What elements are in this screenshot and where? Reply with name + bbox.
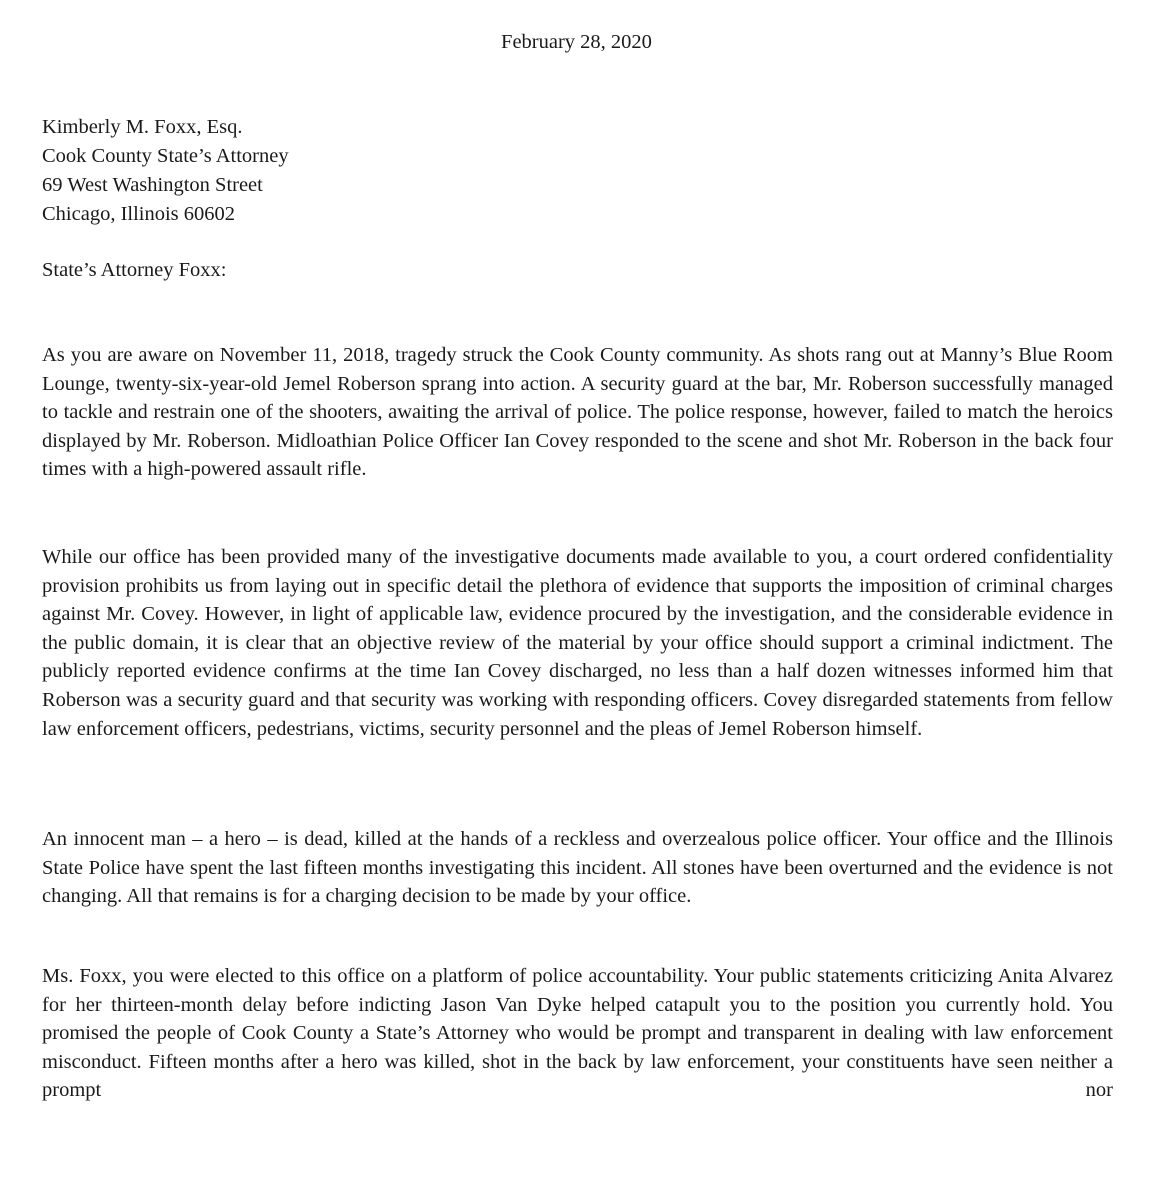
body-paragraph-1: As you are aware on November 11, 2018, tragedy struck the Cook County community. As shots rang out at Manny’s Blue Room Lounge, twenty-six-year-old Jemel Roberson sprang into action. A security guard at the bar, Mr. Roberson successfully managed to tackle and restrain one of the shooters, awaiting the arrival of police. The police response, however, failed to match the heroics displayed by Mr. Roberson. Midloathian Police Officer Ian Covey responded to the scene and shot Mr. Roberson in the back four times with a high-powered assault rifle.: [42, 344, 1113, 481]
body-paragraph-3: An innocent man – a hero – is dead, killed at the hands of a reckless and overzealous police officer. Your office and the Illinois State Police have spent the last fifteen months investigating this incident. All stones have been overturned and the evidence is not changing. All that remains is for a charging decision to be made by your office.: [42, 828, 1113, 908]
recipient-name: Kimberly M. Foxx, Esq.: [42, 116, 243, 138]
body-paragraph-4: Ms. Foxx, you were elected to this office on a platform of police accountability. Your public statements criticizing Anita Alvarez for her thirteen-month delay before indicting Jason Van Dyke helped catapult you to the position you currently hold. You promised the people of Cook County a State’s Attorney who would be prompt and transparent in dealing with law enforcement misconduct. Fifteen months after a hero was killed, shot in the back by law enforcement, your constituents have seen neither a prompt nor: [42, 965, 1113, 1102]
body-paragraph-2: While our office has been provided many of the investigative documents made available to you, a court ordered confidentiality provision prohibits us from laying out in specific detail the plethora of evidence that supports the imposition of criminal charges against Mr. Covey. However, in light of applicable law, evidence procured by the investigation, and the considerable evidence in the public domain, it is clear that an objective review of the material by your office should support a criminal indictment. The publicly reported evidence confirms at the time Ian Covey discharged, no less than a half dozen witnesses informed him that Roberson was a security guard and that security was working with responding officers. Covey disregarded statements from fellow law enforcement officers, pedestrians, victims, security personnel and the pleas of Jemel Roberson himself.: [42, 546, 1113, 740]
recipient-city: Chicago, Illinois 60602: [42, 203, 236, 225]
salutation: State’s Attorney Foxx:: [42, 259, 227, 281]
recipient-address-block: [42, 113, 289, 229]
recipient-street: 69 West Washington Street: [42, 174, 263, 196]
recipient-title: Cook County State’s Attorney: [42, 145, 289, 167]
letter-date: February 28, 2020: [501, 31, 652, 53]
